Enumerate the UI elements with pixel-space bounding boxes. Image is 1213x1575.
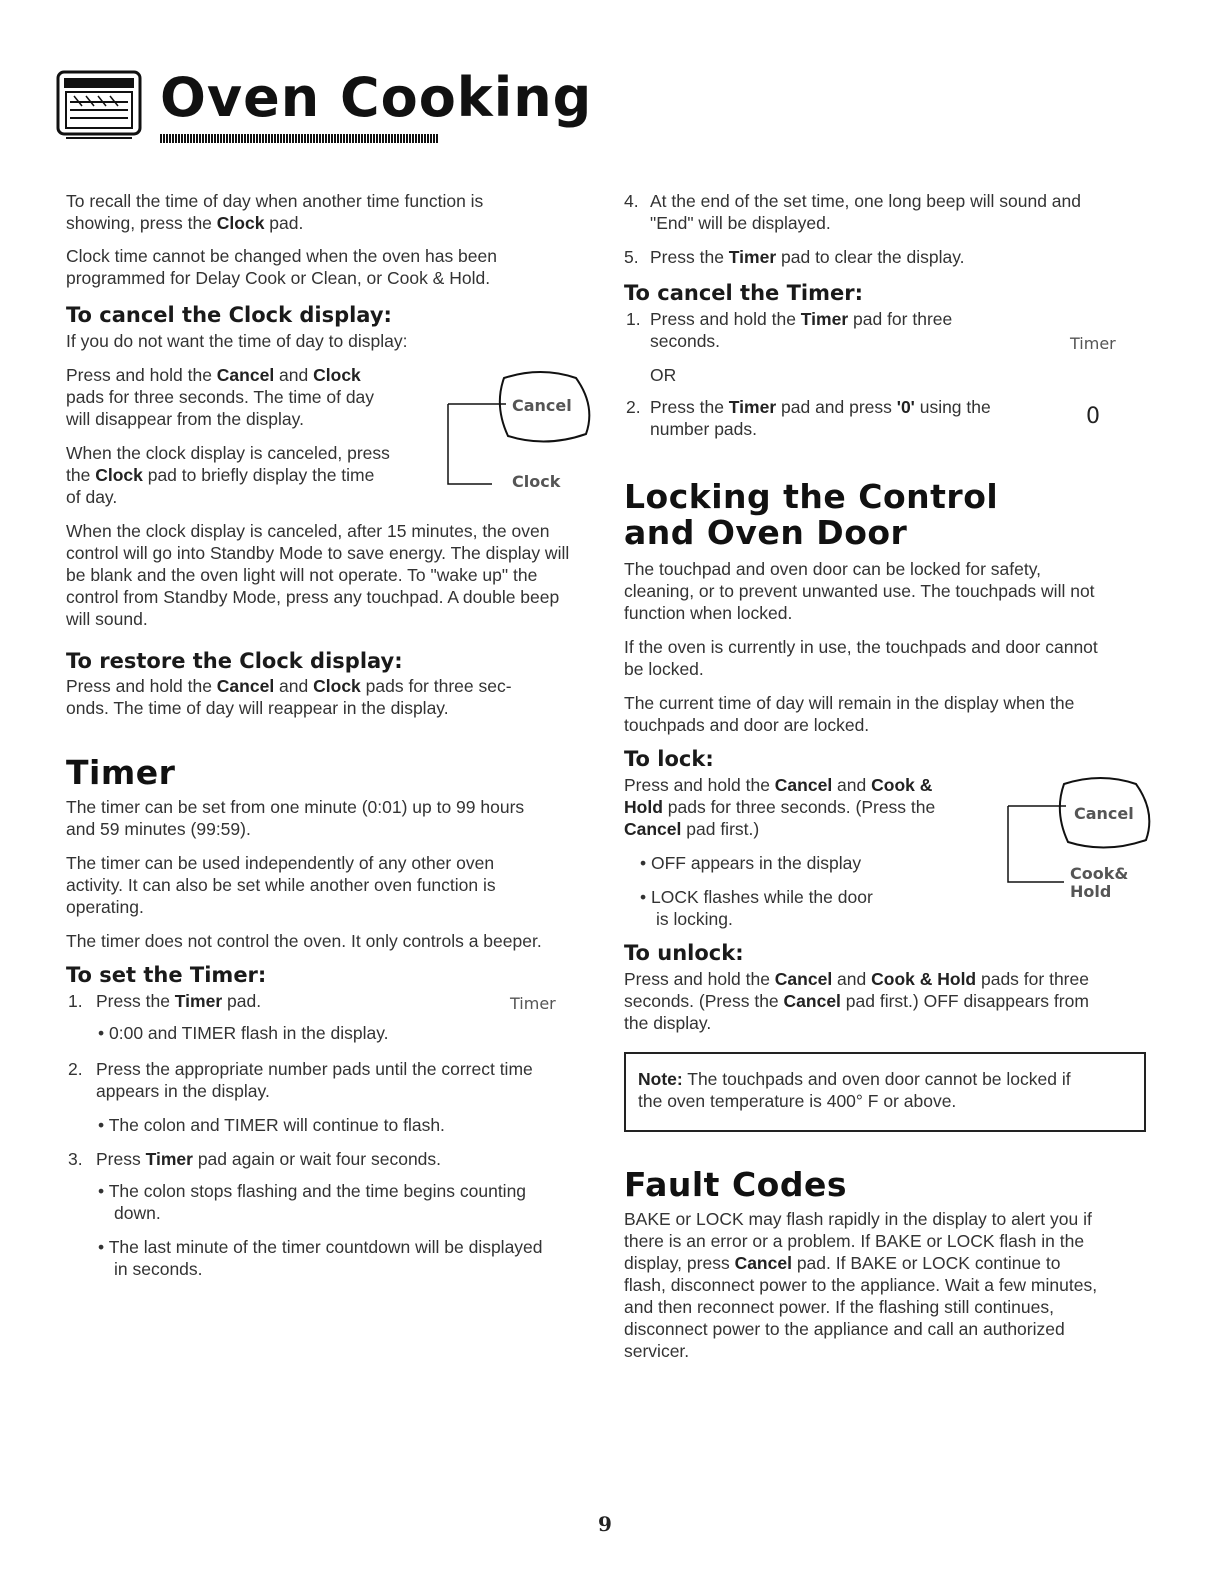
- step-4-number: 4.: [624, 191, 639, 211]
- lock-bullet-1: • OFF appears in the display: [640, 853, 862, 873]
- cancel-clock-paragraph: Press and hold the Cancel and Clock pads for three seconds. The time of day will disappear from the display.: [66, 365, 375, 429]
- cancel-timer-heading: To cancel the Timer:: [624, 281, 863, 305]
- cancel-clock-heading: To cancel the Clock display:: [66, 303, 392, 327]
- title-underline: [160, 134, 438, 143]
- cancel-step-2-text: Press the Timer pad and press '0' using the number pads.: [650, 397, 991, 439]
- to-lock-paragraph: Press and hold the Cancel and Cook & Hold pads for three seconds. (Press the Cancel pad first.): [624, 775, 936, 839]
- to-unlock-heading: To unlock:: [624, 941, 744, 965]
- clock-change-paragraph: Clock time cannot be changed when the oven has been programmed for Delay Cook or Clean, or Cook & Hold.: [66, 246, 497, 288]
- clock-briefly-paragraph: When the clock display is canceled, press the Clock pad to briefly display the time of day.: [66, 443, 390, 507]
- step-5-number: 5.: [624, 247, 639, 267]
- step-3-text: Press Timer pad again or wait four seconds.: [96, 1149, 442, 1169]
- cancel-step-1-text: Press and hold the Timer pad for three seconds.: [650, 309, 953, 351]
- zero-pad-label: 0: [1086, 404, 1100, 429]
- cancel-step-1-number: 1.: [626, 309, 641, 329]
- restore-clock-paragraph: Press and hold the Cancel and Clock pads for three sec- onds. The time of day will reappear in the display.: [66, 676, 512, 718]
- note-text: Note: The touchpads and oven door cannot be locked if the oven temperature is 400° F or above.: [638, 1069, 1071, 1111]
- step-2-bullet: • The colon and TIMER will continue to flash.: [98, 1115, 445, 1135]
- step-2-number: 2.: [68, 1059, 83, 1079]
- step-5-text: Press the Timer pad to clear the display.: [650, 247, 965, 267]
- or-label: OR: [650, 365, 677, 385]
- step-3-bullet-2: • The last minute of the timer countdown will be displayed in seconds.: [98, 1237, 543, 1279]
- cancel-step-2-number: 2.: [626, 397, 641, 417]
- clock-pad-label: Clock: [512, 472, 561, 491]
- clock-recall-paragraph: To recall the time of day when another time function is showing, press the Clock pad.: [66, 191, 484, 233]
- locking-paragraph-1: The touchpad and oven door can be locked for safety, cleaning, or to prevent unwanted use. The touchpads will not function when locked.: [624, 559, 1095, 623]
- locking-heading-line-2: and Oven Door: [624, 513, 908, 552]
- timer-pad-label: Timer: [510, 994, 556, 1013]
- cook-pad-label: Cook&: [1070, 864, 1129, 883]
- step-1-text: Press the Timer pad.: [96, 991, 262, 1011]
- timer-range-paragraph: The timer can be set from one minute (0:01) up to 99 hours and 59 minutes (99:59).: [66, 797, 525, 839]
- step-4-text: At the end of the set time, one long beep will sound and "End" will be displayed.: [650, 191, 1081, 233]
- cancel-pad-label: Cancel: [512, 396, 572, 415]
- cancel-pad-label-right: Cancel: [1074, 804, 1134, 823]
- step-1-number: 1.: [68, 991, 83, 1011]
- standby-paragraph: When the clock display is canceled, after 15 minutes, the oven control will go into Standby Mode to save energy. The display will be blank and the oven light will not operate. To "wake up" the control from Standby Mode, press any touchpad. A double beep will sound.: [66, 521, 570, 629]
- step-2-text: Press the appropriate number pads until the correct time appears in the display.: [96, 1059, 533, 1101]
- oven-icon: [56, 70, 142, 140]
- timer-heading: Timer: [66, 753, 176, 792]
- restore-clock-heading: To restore the Clock display:: [66, 649, 403, 673]
- lock-bullet-2: • LOCK flashes while the door is locking.: [640, 887, 873, 929]
- timer-independent-paragraph: The timer can be used independently of any other oven activity. It can also be set while another oven function is operating.: [66, 853, 496, 917]
- locking-paragraph-3: The current time of day will remain in the display when the touchpads and door are locked.: [624, 693, 1075, 735]
- cancel-clock-intro: If you do not want the time of day to display:: [66, 331, 408, 351]
- page-number: 9: [598, 1512, 612, 1536]
- set-timer-heading: To set the Timer:: [66, 963, 267, 987]
- fault-codes-heading: Fault Codes: [624, 1165, 847, 1204]
- page-title: Oven Cooking: [160, 66, 593, 129]
- step-3-number: 3.: [68, 1149, 83, 1169]
- fault-codes-paragraph: BAKE or LOCK may flash rapidly in the display to alert you if there is an error or a problem. If BAKE or LOCK flash in the display, press Cancel pad. If BAKE or LOCK continue to flash, disconnect power to the appliance. Wait a few minutes, and then reconnect power. If the flashing still continues, disconnect power to the appliance and call an authorized servicer.: [624, 1209, 1098, 1361]
- timer-pad-label-right: Timer: [1070, 334, 1116, 353]
- hold-pad-label: Hold: [1070, 882, 1112, 901]
- locking-paragraph-2: If the oven is currently in use, the touchpads and door cannot be locked.: [624, 637, 1098, 679]
- to-unlock-paragraph: Press and hold the Cancel and Cook & Hold pads for three seconds. (Press the Cancel pad first.) OFF disappears from the display.: [624, 969, 1089, 1033]
- locking-heading-line-1: Locking the Control: [624, 477, 999, 516]
- step-1-bullet: • 0:00 and TIMER flash in the display.: [98, 1023, 389, 1043]
- step-3-bullet-1: • The colon stops flashing and the time begins counting down.: [98, 1181, 527, 1223]
- to-lock-heading: To lock:: [624, 747, 714, 771]
- timer-beeper-paragraph: The timer does not control the oven. It only controls a beeper.: [66, 931, 542, 951]
